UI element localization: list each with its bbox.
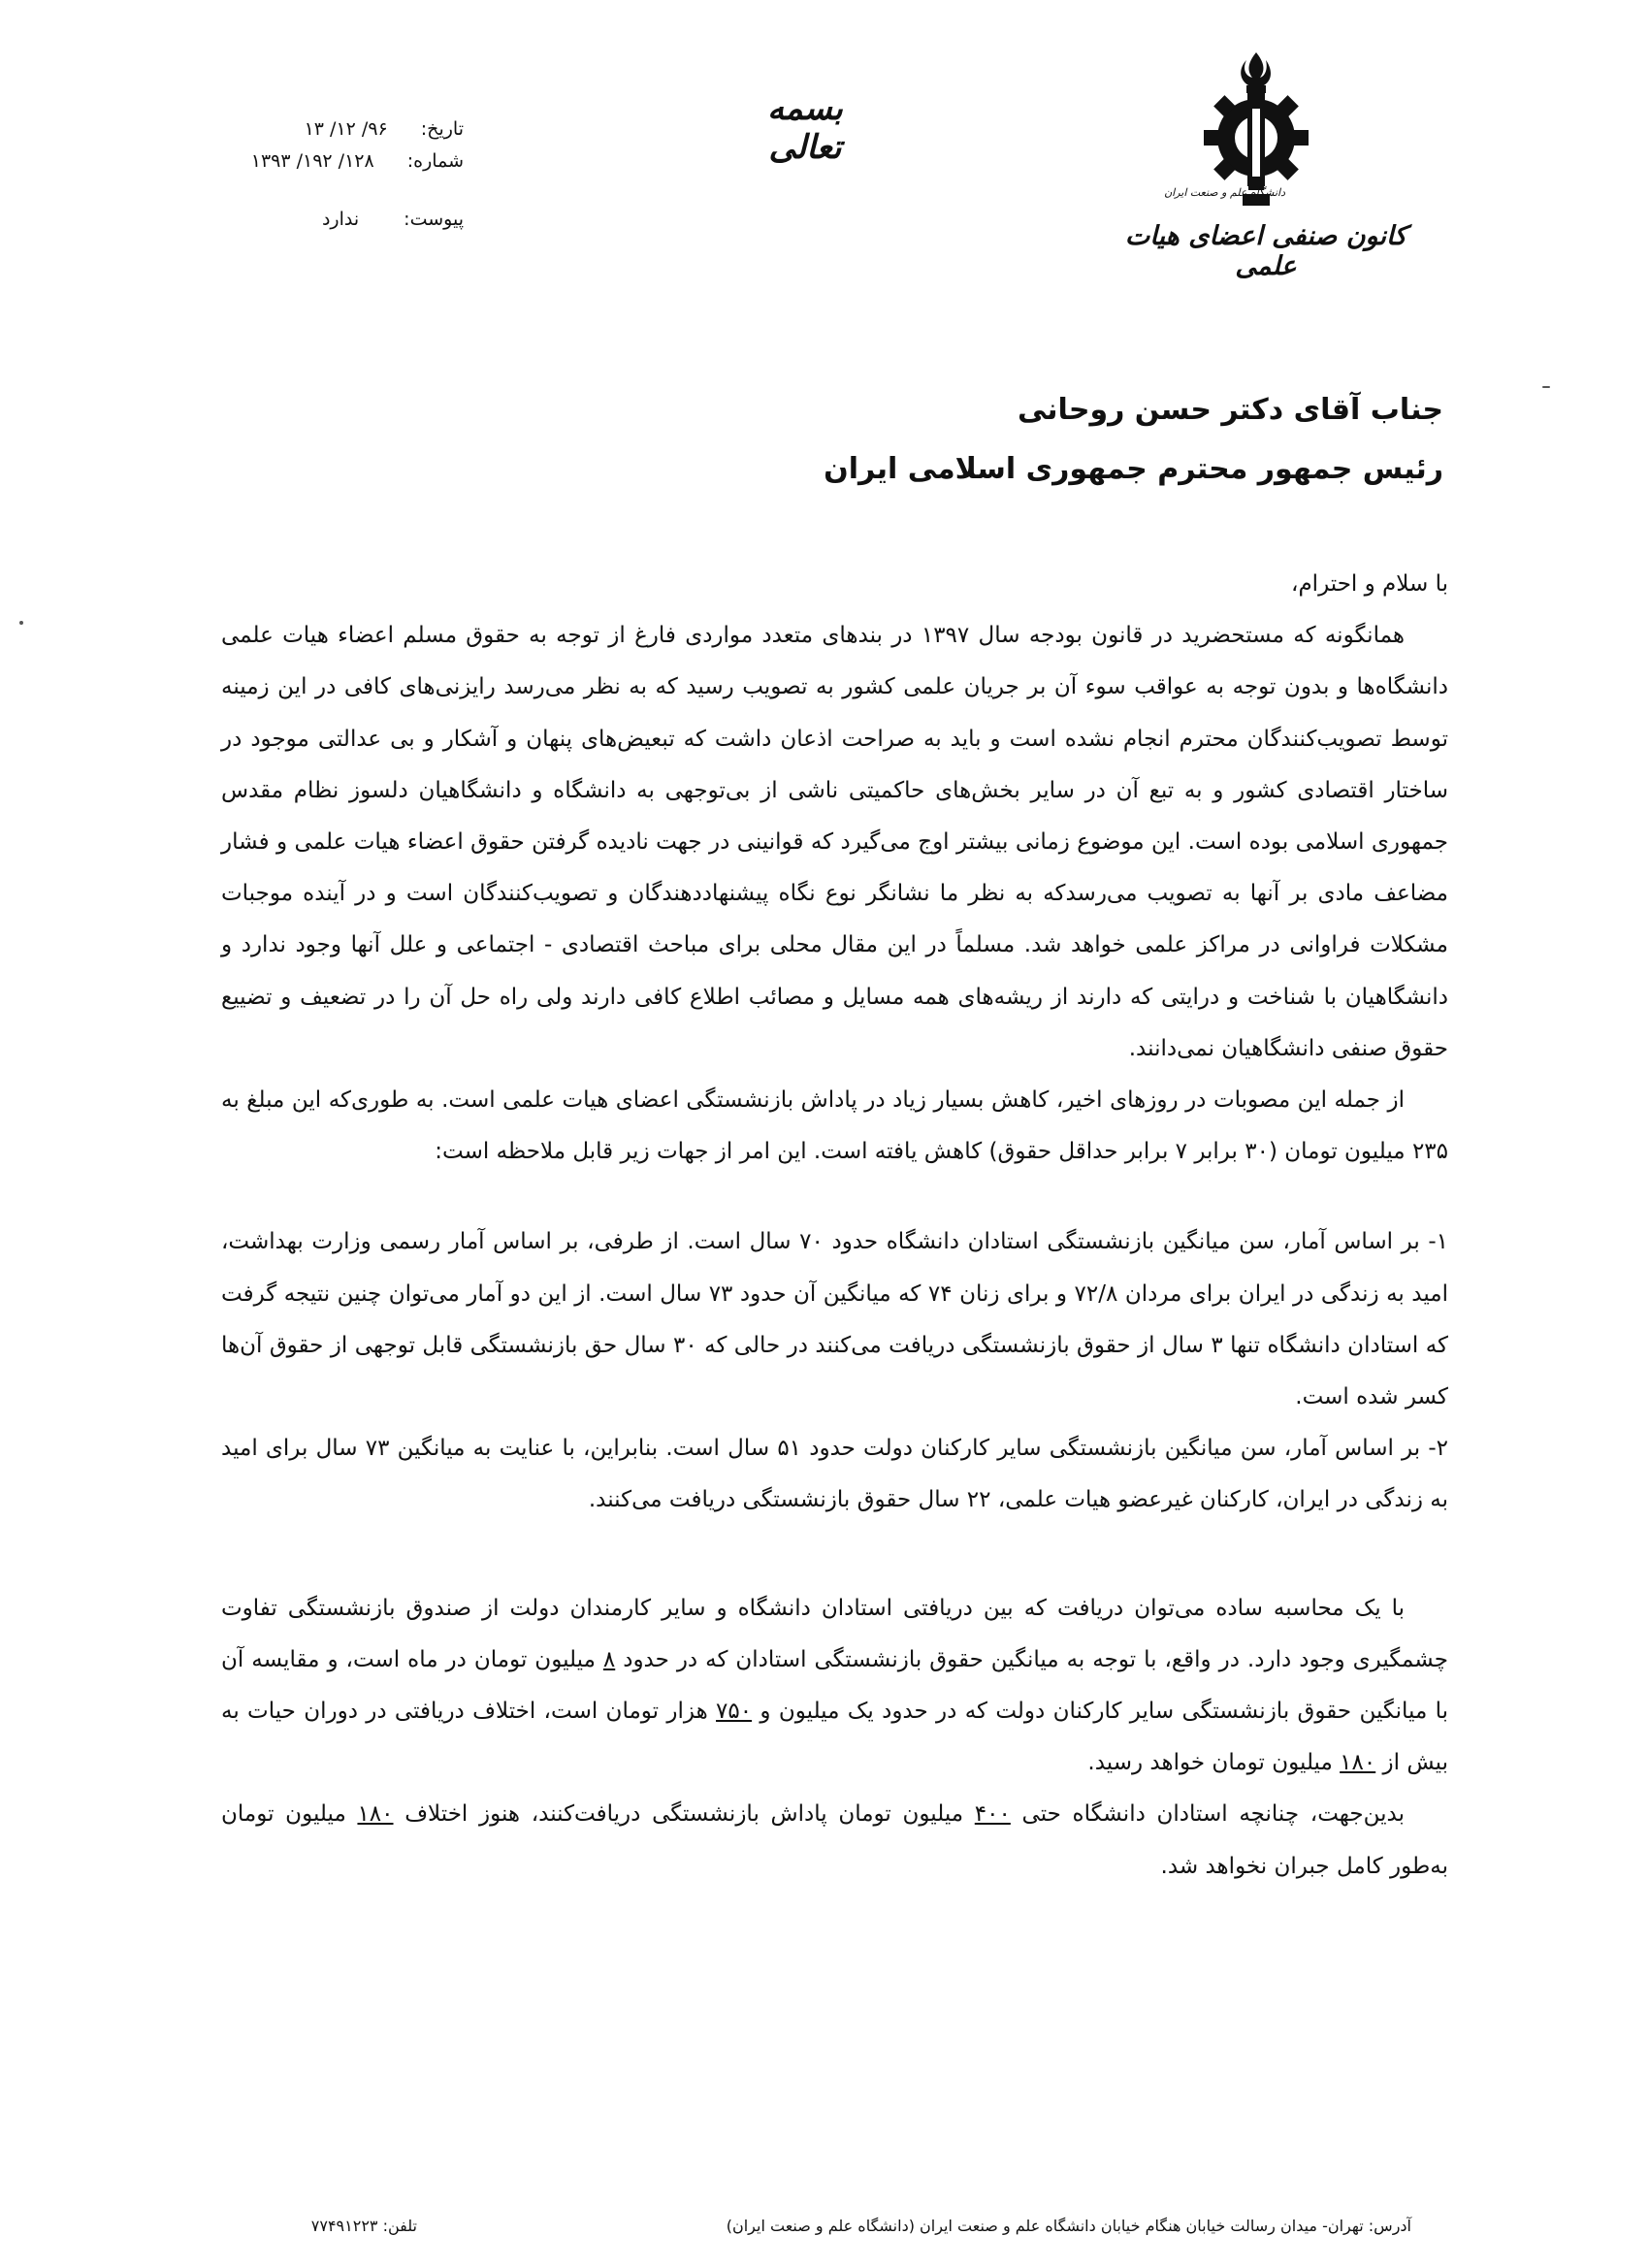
paragraph-5-underlined-3: ۱۸۰: [1340, 1750, 1376, 1776]
footer-phone: تلفن: ۷۷۴۹۱۲۲۳: [310, 2217, 417, 2235]
paragraph-5-part-c: هزار تومان است، اختلاف دریافتی در دوران حیات به بیش از: [221, 1699, 1448, 1776]
date-label: تاریخ:: [420, 118, 464, 140]
paragraph-5: [221, 1583, 1448, 1790]
paragraph-5-part-d: میلیون تومان خواهد رسید.: [1087, 1750, 1341, 1776]
invocation-calligraphy: بسمه تعالی: [767, 89, 843, 167]
paragraph-5-part-a: با یک محاسبه ساده می‌توان دریافت که بین دریافتی استادان دانشگاه و سایر کارمندان دولت از صندوق بازنشستگی تفاوت چشمگیری وجود دارد. در واقع، با توجه به میانگین حقوق بازنشستگی استادان که در حدود: [221, 1595, 1448, 1672]
addressee-title: رئیس جمهور محترم جمهوری اسلامی ایران: [824, 452, 1443, 486]
paragraph-5-part-b: میلیون تومان در ماه است، و مقایسه آن با میانگین حقوق بازنشستگی سایر کارکنان دولت که در حدود یک میلیون و: [221, 1646, 1449, 1725]
logo-university-name: دانشگاه علم و صنعت ایران: [1164, 186, 1285, 199]
number-value: ۱۲۸/ ۱۹۲/ ۱۳۹۳: [250, 150, 374, 172]
scan-speck: [19, 621, 23, 625]
paragraph-6-underlined-2: ۱۸۰: [357, 1801, 394, 1828]
paragraph-6-part-c: میلیون تومان به‌طور کامل جبران نخواهد شد.: [221, 1801, 1448, 1879]
paragraph-6-part-b: میلیون تومان پاداش بازنشستگی دریافت‌کنند، هنوز اختلاف: [393, 1801, 975, 1828]
number-row: [221, 150, 464, 172]
paragraph-5-underlined-2: ۷۵۰: [716, 1699, 753, 1725]
attachment-value: ندارد: [321, 209, 360, 230]
paragraph-3: ۱- بر اساس آمار، سن میانگین بازنشستگی استادان دانشگاه حدود ۷۰ سال است. از طرفی، بر اساس آمار رسمی وزارت بهداشت، امید به زندگی در ایران برای مردان ۷۲/۸ و برای زنان ۷۴ که میانگین آن حدود ۷۳ سال است. از این دو آمار می‌توان چنین نتیجه گرفت که استادان دانشگاه تنها ۳ سال از حقوق بازنشستگی دریافت می‌کنند در حالی که ۳۰ سال حق بازنشستگی قابل توجهی از حقوق آن‌ها کسر شده است.: [221, 1229, 1449, 1410]
organization-caption: کانون صنفی اعضای هیات علمی: [1124, 221, 1407, 281]
letter-body: [221, 559, 1448, 1893]
addressee-name: جناب آقای دکتر حسن روحانی: [1017, 393, 1443, 427]
university-logo: [1164, 49, 1324, 213]
number-label: شماره:: [406, 150, 464, 172]
date-row: [221, 118, 464, 140]
paragraph-5-underlined-1: ۸: [602, 1646, 616, 1672]
date-value: ۹۶/ ۱۲/ ۱۳: [304, 118, 388, 140]
scan-speck: [1542, 386, 1550, 388]
attachment-row: [281, 209, 464, 230]
paragraph-2: از جمله این مصوبات در روزهای اخیر، کاهش بسیار زیاد در پاداش بازنشستگی اعضای هیات علمی است. به طوری‌که این مبلغ به ۲۳۵ میلیون تومان (۳۰ برابر ۷ برابر حداقل حقوق) کاهش یافته است. این امر از جهات زیر قابل ملاحظه است:: [221, 1087, 1448, 1165]
paragraph-6-part-a: بدین‌جهت، چنانچه استادان دانشگاه حتی: [1010, 1801, 1405, 1828]
paragraph-6: [221, 1789, 1448, 1892]
paragraph-4: ۲- بر اساس آمار، سن میانگین بازنشستگی سایر کارکنان دولت حدود ۵۱ سال است. بنابراین، با عنایت به میانگین ۷۳ سال برای امید به زندگی در ایران، کارکنان غیرعضو هیات علمی، ۲۲ سال حقوق بازنشستگی دریافت می‌کنند.: [221, 1436, 1448, 1513]
paragraph-6-underlined-1: ۴۰۰: [974, 1801, 1011, 1828]
greeting: با سلام و احترام،: [1291, 571, 1448, 597]
attachment-label: پیوست:: [404, 209, 464, 230]
paragraph-1: همانگونه که مستحضرید در قانون بودجه سال ۱۳۹۷ در بندهای متعدد مواردی فارغ از توجه به حقوق مسلم اعضاء هیات علمی دانشگاه‌ها و بدون توجه به عواقب سوء آن بر جریان علمی کشور به تصویب رسید که به نظر می‌رسد رایزنی‌های کافی در این زمینه توسط تصویب‌کنندگان محترم انجام نشده است و باید به صراحت اذعان داشت که تبعیض‌های پنهان و آشکار و بی عدالتی موجود در ساختار اقتصادی کشور و به تبع آن در سایر بخش‌های حاکمیتی ناشی از بی‌توجهی به دانشگاه و دانشگاهیان دلسوز نظام مقدس جمهوری اسلامی بوده است. این موضوع زمانی بیشتر اوج می‌گیرد که قوانینی در جهت نادیده گرفتن حقوق اعضاء هیات علمی و فشار مضاعف مادی بر آنها به تصویب می‌رسدکه به نظر ما نشانگر نوع نگاه پیشنهاددهندگان و تصویب‌کنندگان است و در آینده موجبات مشکلات فراوانی در مراکز علمی خواهد شد. مسلماً در این مقال محلی برای مباحث اقتصادی - اجتماعی و علل آنها وجود ندارد و دانشگاهیان با شناخت و درایتی که دارند از ریشه‌های همه مسایل و مصائب اطلاع کافی دارند ولی راه حل آن را در تضعیف و تضییع حقوق صنفی دانشگاهیان نمی‌دانند.: [221, 623, 1448, 1061]
footer-address: آدرس: تهران- میدان رسالت خیابان هنگام خیابان دانشگاه علم و صنعت ایران (دانشگاه علم و صنعت ایران): [726, 2217, 1411, 2235]
